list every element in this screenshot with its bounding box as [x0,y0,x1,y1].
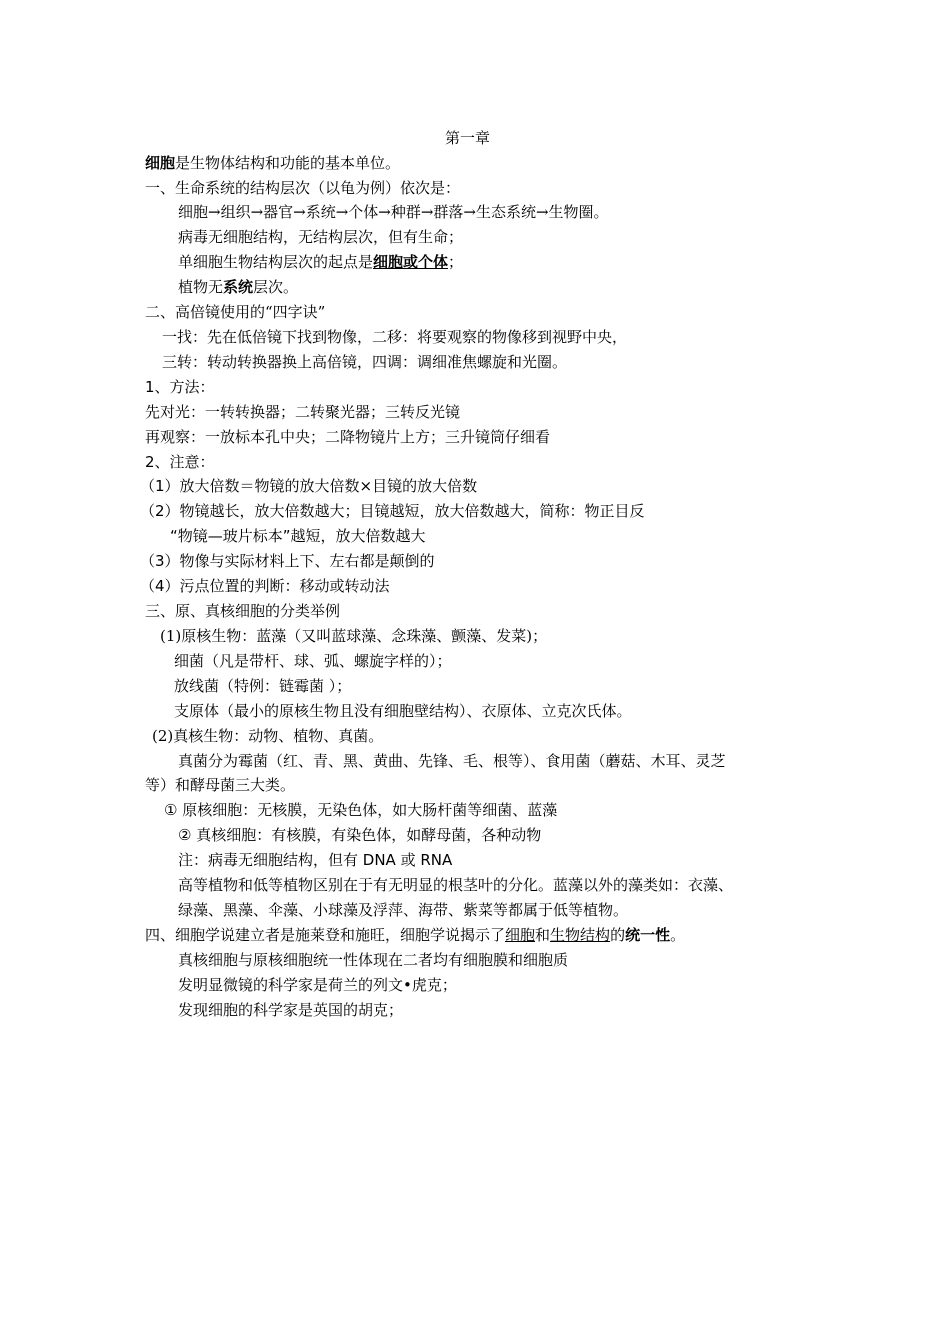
prokaryote-line-2: 细菌（凡是带杆、球、弧、螺旋字样的）； [174,652,452,670]
intro-rest: 是生物体结构和功能的基本单位。 [175,154,401,172]
intro-line [145,153,400,173]
unicellular-pre: 单细胞生物结构层次的起点是 [178,253,374,271]
hierarchy-line: 细胞→组织→器官→系统→个体→种群→群落→生态系统→生物圈。 [178,203,609,221]
cell-theory-underline-1: 细胞 [505,926,536,944]
note-2: （2）物镜越长，放大倍数越大；目镜越短，放大倍数越大，简称：物正目反 [140,502,645,520]
plant-difference-line-2: 绿藻、黑藻、伞藻、小球藻及浮萍、海带、紫菜等都属于低等植物。 [178,901,629,919]
note-4: （4）污点位置的判断：移动或转动法 [140,577,390,595]
chapter-title: 第一章 [445,129,491,147]
plant-difference-line-1: 高等植物和低等植物区别在于有无明显的根茎叶的分化。蓝藻以外的藻类如：衣藻、 [178,876,734,894]
plant-line [178,277,298,297]
eukaryote-line-1: (2)真核生物：动物、植物、真菌。 [152,727,384,745]
note-1: （1）放大倍数＝物镜的放大倍数×目镜的放大倍数 [140,477,478,495]
eukaryote-line-3: 等）和酵母菌三大类。 [145,776,296,794]
unicellular-post: ； [448,253,464,271]
cell-discoverer-line: 发现细胞的科学家是英国的胡克； [178,1001,404,1019]
cell-theory-post: 。 [670,926,686,944]
compare-prokaryote: ① 原核细胞：无核膜，无染色体，如大肠杆菌等细菌、蓝藻 [164,801,558,819]
cell-theory-mid: 和 [535,926,551,944]
unity-line: 真核细胞与原核细胞统一性体现在二者均有细胞膜和细胞质 [178,951,569,969]
prokaryote-line-1: (1)原核生物：蓝藻（又叫蓝球藻、念珠藻、颤藻、发菜)； [160,627,548,645]
section-2-heading: 二、高倍镜使用的“四字诀” [145,303,326,321]
method-heading: 1、方法： [145,378,215,396]
unicellular-line [178,252,463,272]
section-4-heading [145,925,685,945]
note-3: （3）物像与实际材料上下、左右都是颠倒的 [140,552,435,570]
method-line-1: 先对光：一转转换器；二转聚光器；三转反光镜 [145,403,461,421]
microscope-inventor-line: 发明显微镜的科学家是荷兰的列文•虎克； [178,976,457,994]
four-steps-line-2: 三转：转动转换器换上高倍镜，四调：调细准焦螺旋和光圈。 [162,353,568,371]
cell-theory-pre: 四、细胞学说建立者是施莱登和施旺，细胞学说揭示了 [145,926,506,944]
cell-theory-bold: 统一性 [625,926,671,944]
four-steps-line-1: 一找：先在低倍镜下找到物像，二移：将要观察的物像移到视野中央， [162,328,628,346]
prokaryote-line-3: 放线菌（特例：链霉菌 ）； [174,677,352,695]
method-line-2: 再观察：一放标本孔中央；二降物镜片上方；三升镜筒仔细看 [145,428,551,446]
section-3-heading: 三、原、真核细胞的分类举例 [145,602,341,620]
notes-heading: 2、注意： [145,453,215,471]
cell-theory-mid2: 的 [610,926,626,944]
compare-eukaryote: ② 真核细胞：有核膜，有染色体，如酵母菌，各种动物 [178,826,542,844]
plant-bold: 系统 [223,278,254,296]
virus-line: 病毒无细胞结构，无结构层次，但有生命； [178,228,464,246]
cell-theory-underline-2: 生物结构 [550,926,611,944]
virus-note: 注：病毒无细胞结构，但有 DNA 或 RNA [178,851,453,869]
intro-bold: 细胞 [145,154,176,172]
plant-pre: 植物无 [178,278,224,296]
note-2b: “物镜—玻片标本”越短，放大倍数越大 [170,527,426,545]
eukaryote-line-2: 真菌分为霉菌（红、青、黑、黄曲、先锋、毛、根等）、食用菌（蘑菇、木耳、灵芝 [178,752,726,770]
unicellular-underlined: 细胞或个体 [373,253,449,271]
section-1-heading: 一、生命系统的结构层次（以龟为例）依次是： [145,179,461,197]
prokaryote-line-4: 支原体（最小的原核生物且没有细胞壁结构）、衣原体、立克次氏体。 [174,702,632,720]
plant-post: 层次。 [253,278,299,296]
